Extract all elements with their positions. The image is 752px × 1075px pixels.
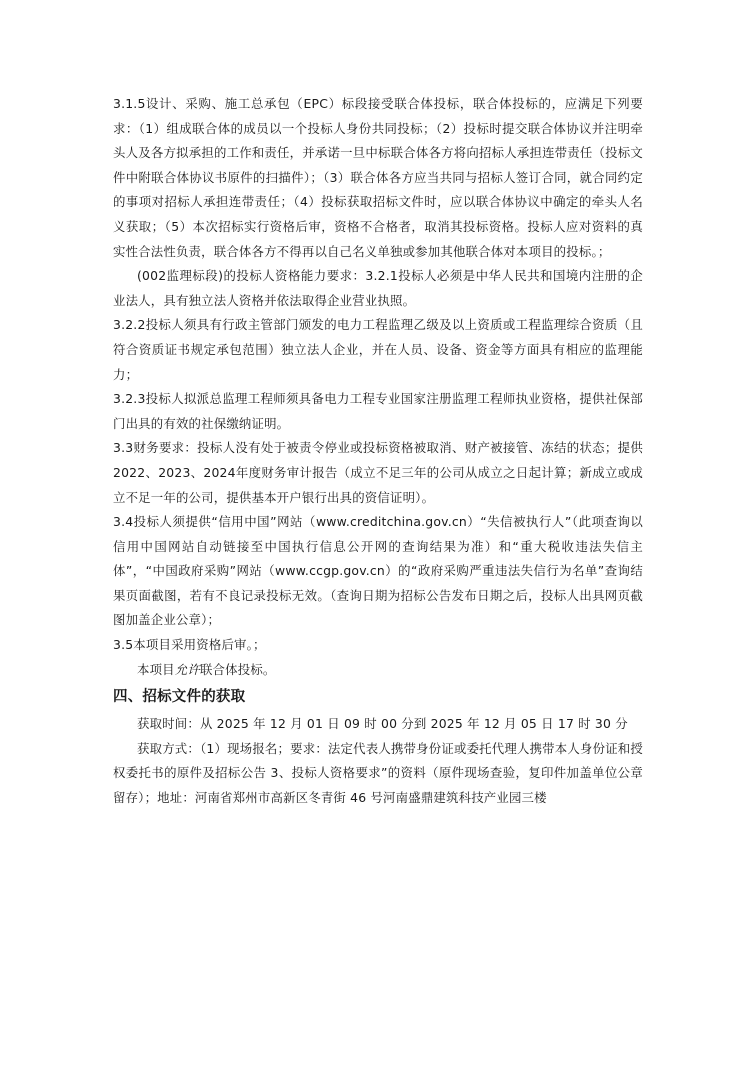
paragraph-3-5: 3.5本项目采用资格后审。；: [113, 637, 266, 653]
acquisition-time: 获取时间：从 2025 年 12 月 01 日 09 时 00 分到 2025 年 12 月 05 日 17 时 30 分: [137, 716, 628, 732]
paragraph-3-2-3: 3.2.3投标人拟派总监理工程师须具备电力工程专业国家注册监理工程师执业资格，提供社保部门出具的有效的社保缴纳证明。: [113, 391, 643, 431]
paragraph-3-2-2: 3.2.2投标人须具有行政主管部门颁发的电力工程监理乙级及以上资质或工程监理综合资质（且符合资质证书规定承包范围）独立法人企业，并在人员、设备、资金等方面具有相应的监理能力；: [113, 317, 643, 382]
paragraph-3-4-credit: 3.4投标人须提供“信用中国”网站（www.creditchina.gov.cn）“失信被执行人”（此项查询以信用中国网站自动链接至中国执行信息公开网的查询结果为准）和“重大税收违法失信主体”，“中国政府采购”网站（www.ccgp.gov.cn）的“政府采购严重违法失信行为名单”查询结果页面截图，若有不良记录投标无效。（查询日期为招标公告发布日期之后，投标人出具网页截图加盖企业公章）；: [113, 514, 643, 628]
document-body: [113, 92, 643, 811]
consortium-prefix: 本项目: [137, 661, 175, 677]
paragraph-002-supervision: (002监理标段)的投标人资格能力要求：3.2.1投标人必须是中华人民共和国境内注册的企业法人，具有独立法人资格并依法取得企业营业执照。: [113, 268, 643, 308]
section-heading-4: 四、招标文件的获取: [113, 689, 246, 706]
paragraph-consortium-allowed: [113, 658, 643, 683]
consortium-suffix: 联合体投标。: [199, 661, 276, 677]
paragraph-3-3-finance: 3.3财务要求：投标人没有处于被责令停业或投标资格被取消、财产被接管、冻结的状态；提供2022、2023、2024年度财务审计报告（成立不足三年的公司从成立之日起计算；新成立或成立不足一年的公司，提供基本开户银行出具的资信证明）。: [113, 440, 643, 505]
acquisition-method: 获取方式：（1）现场报名；要求：法定代表人携带身份证或委托代理人携带本人身份证和授权委托书的原件及招标公告 3、投标人资格要求”的资料（原件现场查验，复印件加盖单位公章留存）；地址：河南省郑州市高新区冬青街 46 号河南盛鼎建筑科技产业园三楼: [113, 740, 643, 806]
paragraph-3-1-5: 3.1.5设计、采购、施工总承包（EPC）标段接受联合体投标，联合体投标的，应满足下列要求：（1）组成联合体的成员以一个投标人身份共同投标；（2）投标时提交联合体协议并注明牵头人及各方拟承担的工作和责任，并承诺一旦中标联合体各方将向招标人承担连带责任（投标文件中附联合体协议书原件的扫描件）；（3）联合体各方应当共同与招标人签订合同，就合同约定的事项对招标人承担连带责任；（4）投标获取招标文件时，应以联合体协议中确定的牵头人名义获取；（5）本次招标实行资格后审，资格不合格者，取消其投标资格。投标人应对资料的真实性合法性负责，联合体各方不得再以自己名义单独或参加其他联合体对本项目的投标。；: [113, 96, 643, 259]
consortium-allowed-word: 允许: [174, 661, 200, 677]
